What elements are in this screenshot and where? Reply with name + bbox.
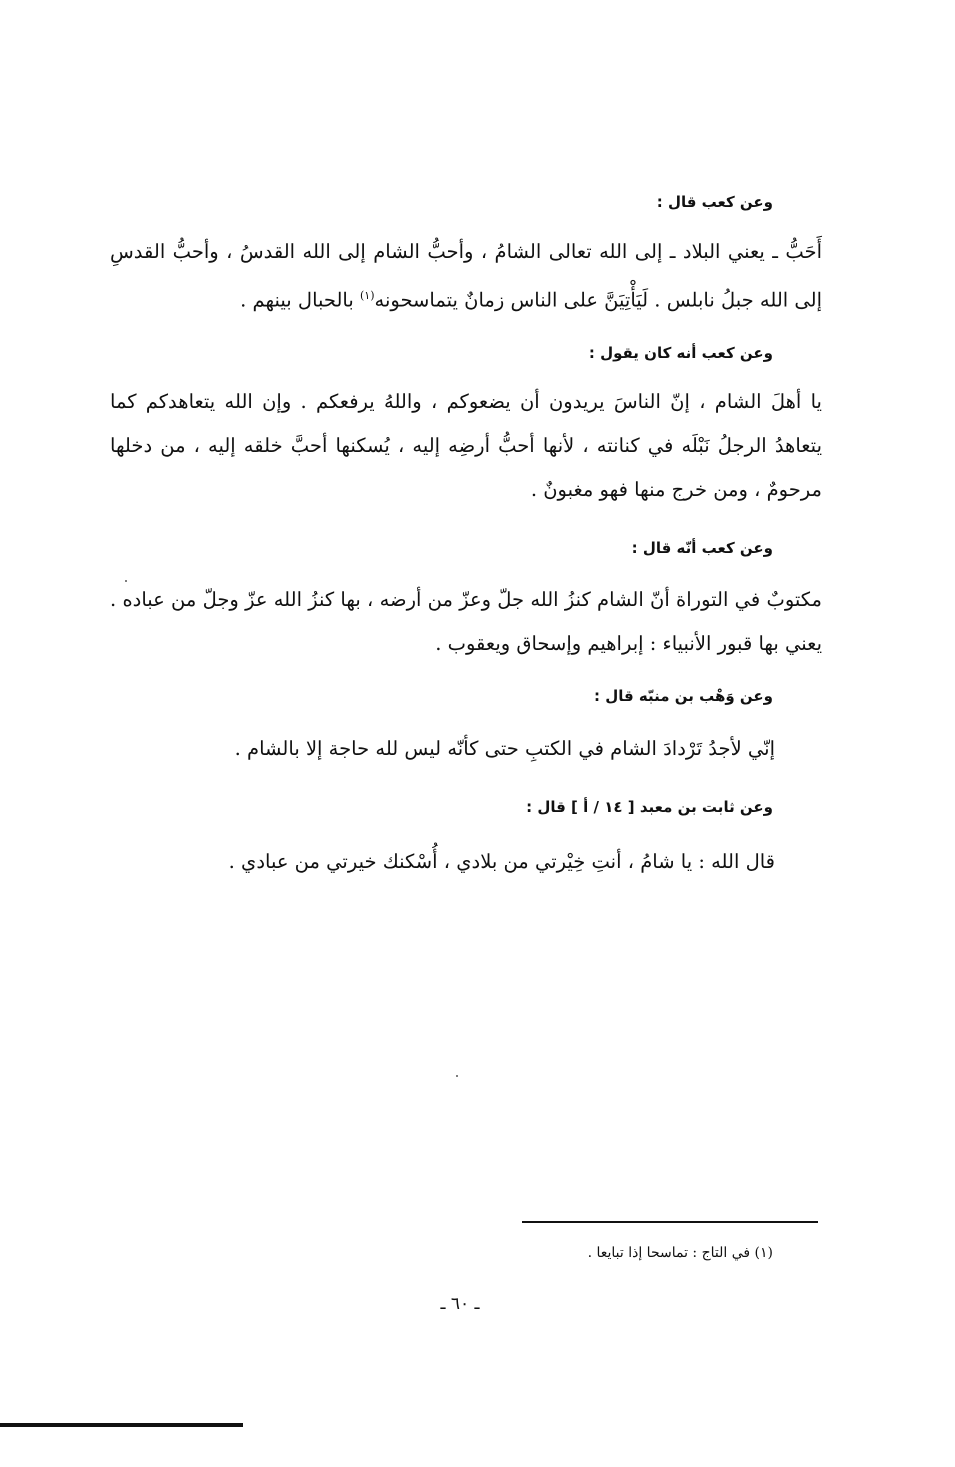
paragraph-text: أَحَبُّ ـ يعني البلاد ـ إلى الله تعالى الشامُ ، وأحبُّ الشام إلى الله القدسُ ، وأحبُّ القدسِ إلى الله جبلُ نابلس . لَيَأْتِيَنَّ على الناس زمانٌ يتماسحونه bbox=[110, 240, 822, 312]
section-heading: وعن كعب قال : bbox=[656, 193, 773, 211]
page-number: ـ ٦٠ ـ bbox=[440, 1294, 480, 1314]
paragraph: يا أهلَ الشام ، إنّ الناسَ يريدون أن يضعوكم ، واللهُ يرفعكم . وإن الله يتعاهدكم كما يتعاهدُ الرجلُ نَبْلَه في كنانته ، لأنها أحبُّ أرضِه إليه ، يُسكنها أحبَّ خلقه إليه ، من دخلها مرحومٌ ، ومن خرج منها فهو مغبونٌ . bbox=[110, 390, 822, 501]
scan-edge-line bbox=[0, 1423, 243, 1427]
section-heading: وعن ثابت بن معبد [ ١٤ / أ ] قال : bbox=[526, 798, 773, 816]
scan-speck bbox=[456, 1075, 458, 1077]
footnote: (١) في التاج : تماسحا إذا تبايعا . bbox=[587, 1245, 773, 1261]
scan-speck bbox=[125, 580, 127, 582]
section-heading: وعن كعب أنّه قال : bbox=[631, 539, 773, 557]
section-heading: وعن وَهْب بن منبّه قال : bbox=[593, 687, 773, 705]
footnote-reference: (١) bbox=[360, 289, 375, 302]
paragraph: مكتوبٌ في التوراة أنّ الشام كنزُ الله جلّ وعزّ من أرضه ، بها كنزُ الله عزّ وجلّ من عباده . يعني بها قبور الأنبياء : إبراهيم وإسحاق ويعقوب . bbox=[110, 588, 822, 655]
paragraph: قال الله : يا شامُ ، أنتِ خِيْرتي من بلادي ، أُسْكنك خيرتي من عبادي . bbox=[228, 850, 775, 873]
footnote-separator bbox=[522, 1221, 818, 1223]
paragraph bbox=[110, 230, 822, 323]
section-heading: وعن كعب أنه كان يقول : bbox=[588, 344, 773, 362]
paragraph-text-continued: بالحبال بينهم . bbox=[240, 288, 360, 312]
paragraph: إنّي لأجدُ تَرْدادَ الشام في الكتبِ حتى كأنّه ليس لله حاجة إلا بالشام . bbox=[234, 737, 775, 760]
